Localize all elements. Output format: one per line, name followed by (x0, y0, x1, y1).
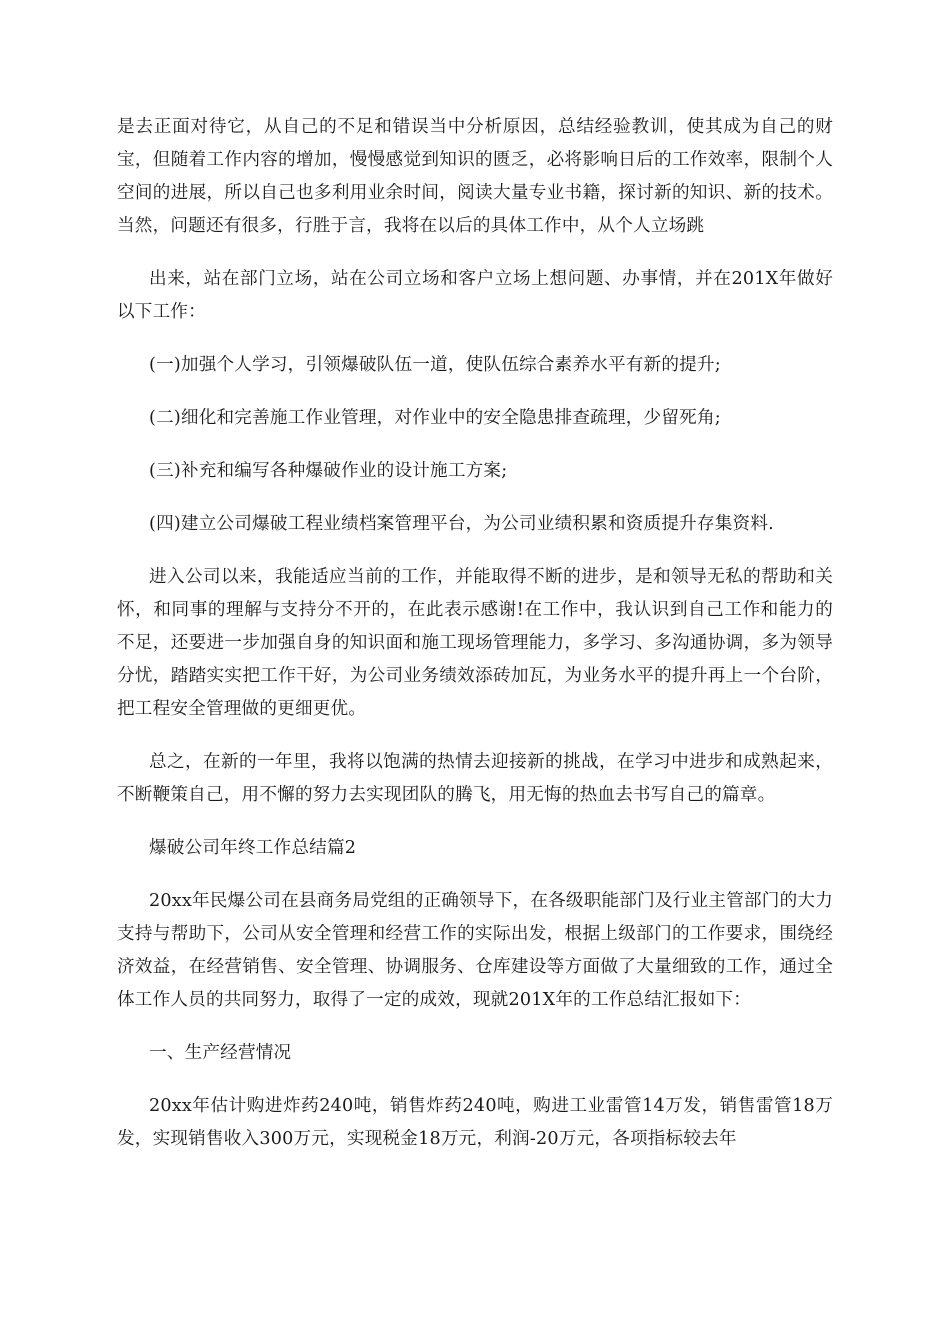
document-page (117, 111, 833, 1156)
subsection-heading: 一、生产经营情况 (149, 1043, 292, 1063)
list-item-4: (四)建立公司爆破工程业绩档案管理平台，为公司业绩积累和资质提升存集资料. (149, 514, 774, 534)
list-item-1: (一)加强个人学习，引领爆破队伍一道，使队伍综合素养水平有新的提升; (149, 355, 721, 375)
list-item-3: (三)补充和编写各种爆破作业的设计施工方案; (149, 461, 508, 481)
paragraph-figures: 20xx年估计购进炸药240吨，销售炸药240吨，购进工业雷管14万发，销售雷管18万发，实现销售收入300万元，实现税金18万元，利润-20万元，各项指标较去年 (117, 1096, 833, 1149)
paragraph-conclusion: 总之，在新的一年里，我将以饱满的热情去迎接新的挑战，在学习中进步和成熟起来，不断鞭策自己，用不懈的努力去实现团队的腾飞，用无悔的热血去书写自己的篇章。 (117, 752, 833, 805)
section-heading: 爆破公司年终工作总结篇2 (149, 838, 357, 858)
paragraph-intro: 20xx年民爆公司在县商务局党组的正确领导下，在各级职能部门及行业主管部门的大力支持与帮助下，公司从安全管理和经营工作的实际出发，根据上级部门的工作要求，围绕经济效益，在经营销售、安全管理、协调服务、仓库建设等方面做了大量细致的工作，通过全体工作人员的共同努力，取得了一定的成效，现就201X年的工作总结汇报如下： (117, 891, 833, 1010)
list-item-2: (二)细化和完善施工作业管理，对作业中的安全隐患排查疏理，少留死角; (149, 408, 721, 428)
paragraph-thanks: 进入公司以来，我能适应当前的工作，并能取得不断的进步，是和领导无私的帮助和关怀，和同事的理解与支持分不开的，在此表示感谢!在工作中，我认识到自己工作和能力的不足，还要进一步加强自身的知识面和施工现场管理能力，多学习、多沟通协调，多为领导分忧，踏踏实实把工作干好，为公司业务绩效添砖加瓦，为业务水平的提升再上一个台阶，把工程安全管理做的更细更优。 (117, 567, 833, 719)
paragraph-1: 是去正面对待它，从自己的不足和错误当中分析原因，总结经验教训，使其成为自己的财宝，但随着工作内容的增加，慢慢感觉到知识的匮乏，必将影响日后的工作效率，限制个人空间的进展，所以自己也多利用业余时间，阅读大量专业书籍，探讨新的知识、新的技术。当然，问题还有很多，行胜于言，我将在以后的具体工作中，从个人立场跳 (117, 117, 833, 236)
paragraph-2: 出来，站在部门立场，站在公司立场和客户立场上想问题、办事情，并在201X年做好以下工作： (117, 269, 833, 322)
